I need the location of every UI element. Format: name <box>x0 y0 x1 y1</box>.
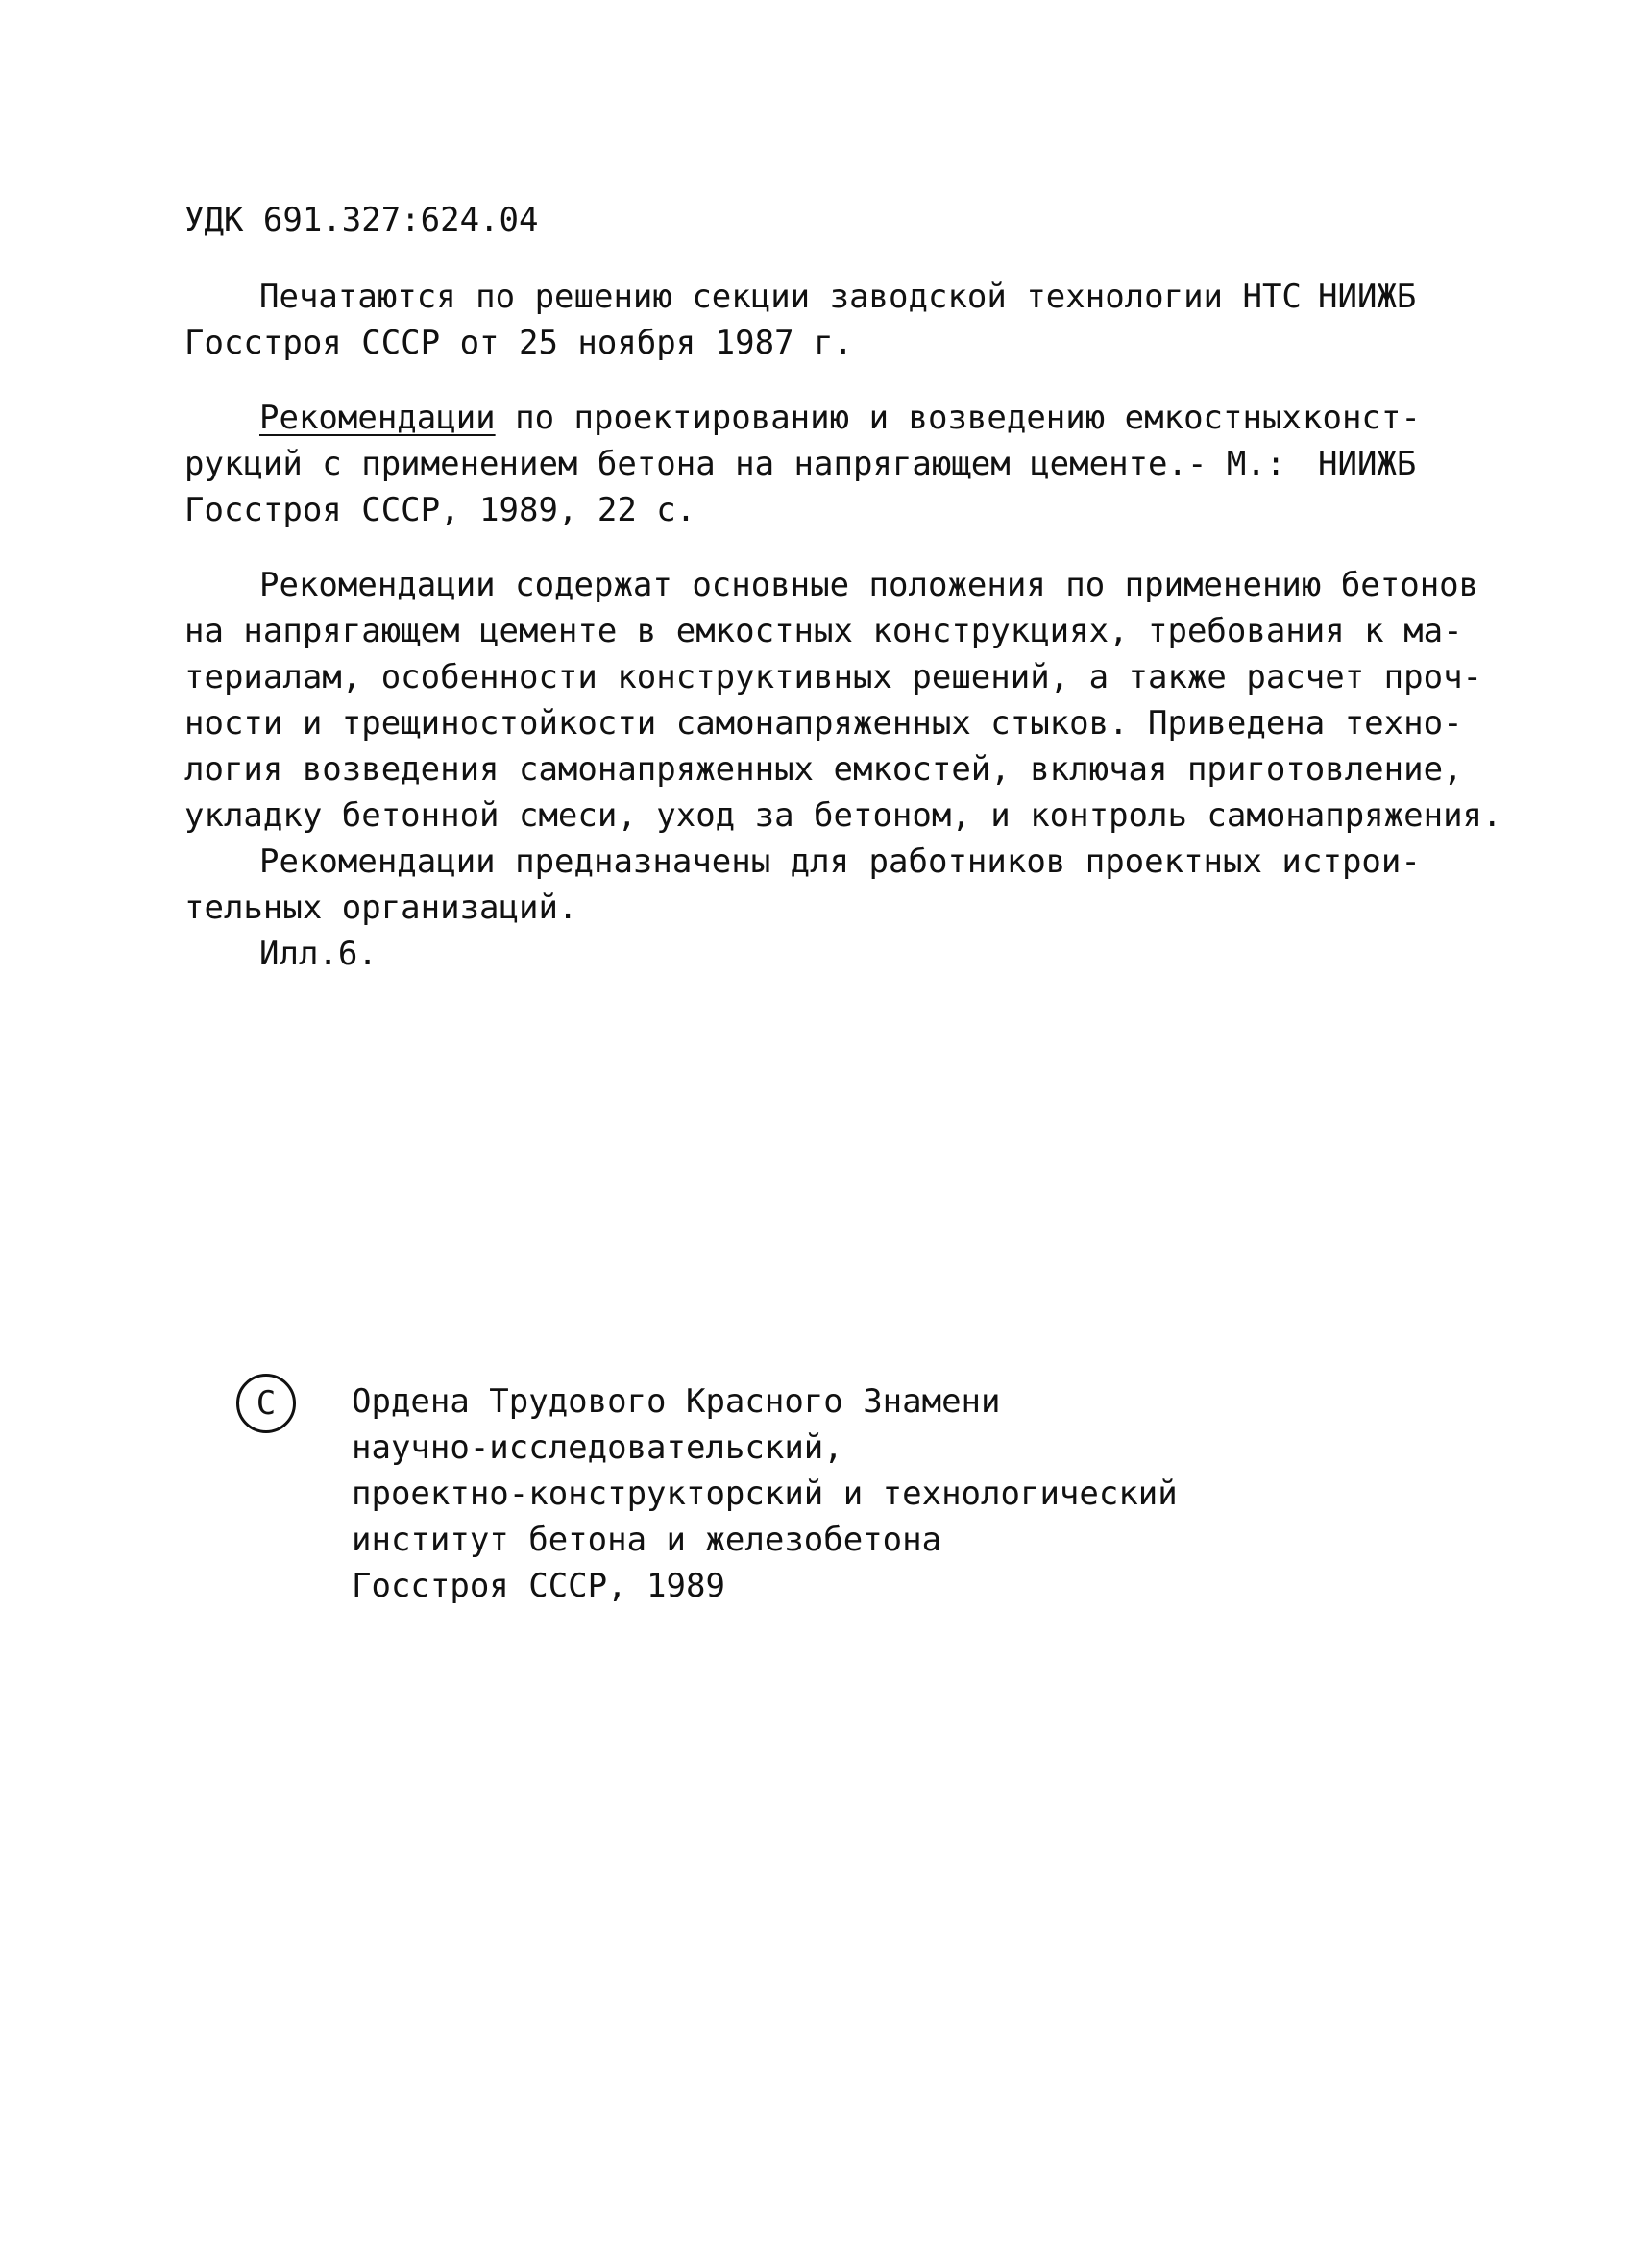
citation-title-word: Рекомендации <box>259 399 496 437</box>
copyright-symbol: С <box>256 1384 277 1423</box>
abstract-line-7-right: строи- <box>1303 842 1421 881</box>
citation-line-1-right: конст- <box>1303 399 1421 437</box>
udc-code: УДК 691.327:624.04 <box>184 201 539 239</box>
abstract-line-8: тельных организаций. <box>184 889 578 927</box>
copyright-line-1: Ордена Трудового Красного Знамени <box>352 1382 1001 1421</box>
copyright-line-5: Госстроя СССР, 1989 <box>352 1567 725 1605</box>
citation-line-3: Госстроя СССР, 1989, 22 с. <box>184 491 696 529</box>
abstract-line-1: Рекомендации содержат основные положения по применению бетонов <box>259 566 1479 604</box>
copyright-line-4: институт бетона и железобетона <box>352 1521 942 1559</box>
abstract-line-7: Рекомендации предназначены для работников проектных и <box>259 842 1302 881</box>
citation-line-1-rest: по проектированию и возведению емкостных <box>495 399 1302 437</box>
citation-line-2: рукций с применением бетона на напрягающем цементе.- М.: <box>184 445 1286 483</box>
approval-line-1: Печатаются по решению секции заводской технологии НТС <box>259 278 1302 316</box>
citation-line-2-right: НИИЖБ <box>1318 445 1417 483</box>
illustrations-count: Илл.6. <box>259 935 378 973</box>
approval-line-2: Госстроя СССР от 25 ноября 1987 г. <box>184 324 853 362</box>
abstract-line-4: ности и трещиностойкости самонапряженных стыков. Приведена техно- <box>184 704 1463 743</box>
citation-line-1 <box>259 396 1302 440</box>
copyright-line-3: проектно-конструкторский и технологический <box>352 1475 1178 1513</box>
copyright-icon <box>236 1374 296 1433</box>
approval-line-1-right: НИИЖБ <box>1318 278 1417 316</box>
abstract-line-5: логия возведения самонапряженных емкостей, включая приготовление, <box>184 750 1463 789</box>
copyright-line-2: научно-исследовательский, <box>352 1428 843 1467</box>
abstract-line-2: на напрягающем цементе в емкостных конструкциях, требования к ма- <box>184 612 1463 650</box>
abstract-line-6: укладку бетонной смеси, уход за бетоном, и контроль самонапряжения. <box>184 796 1502 835</box>
abstract-line-3: териалам, особенности конструктивных решений, а также расчет проч- <box>184 658 1483 696</box>
